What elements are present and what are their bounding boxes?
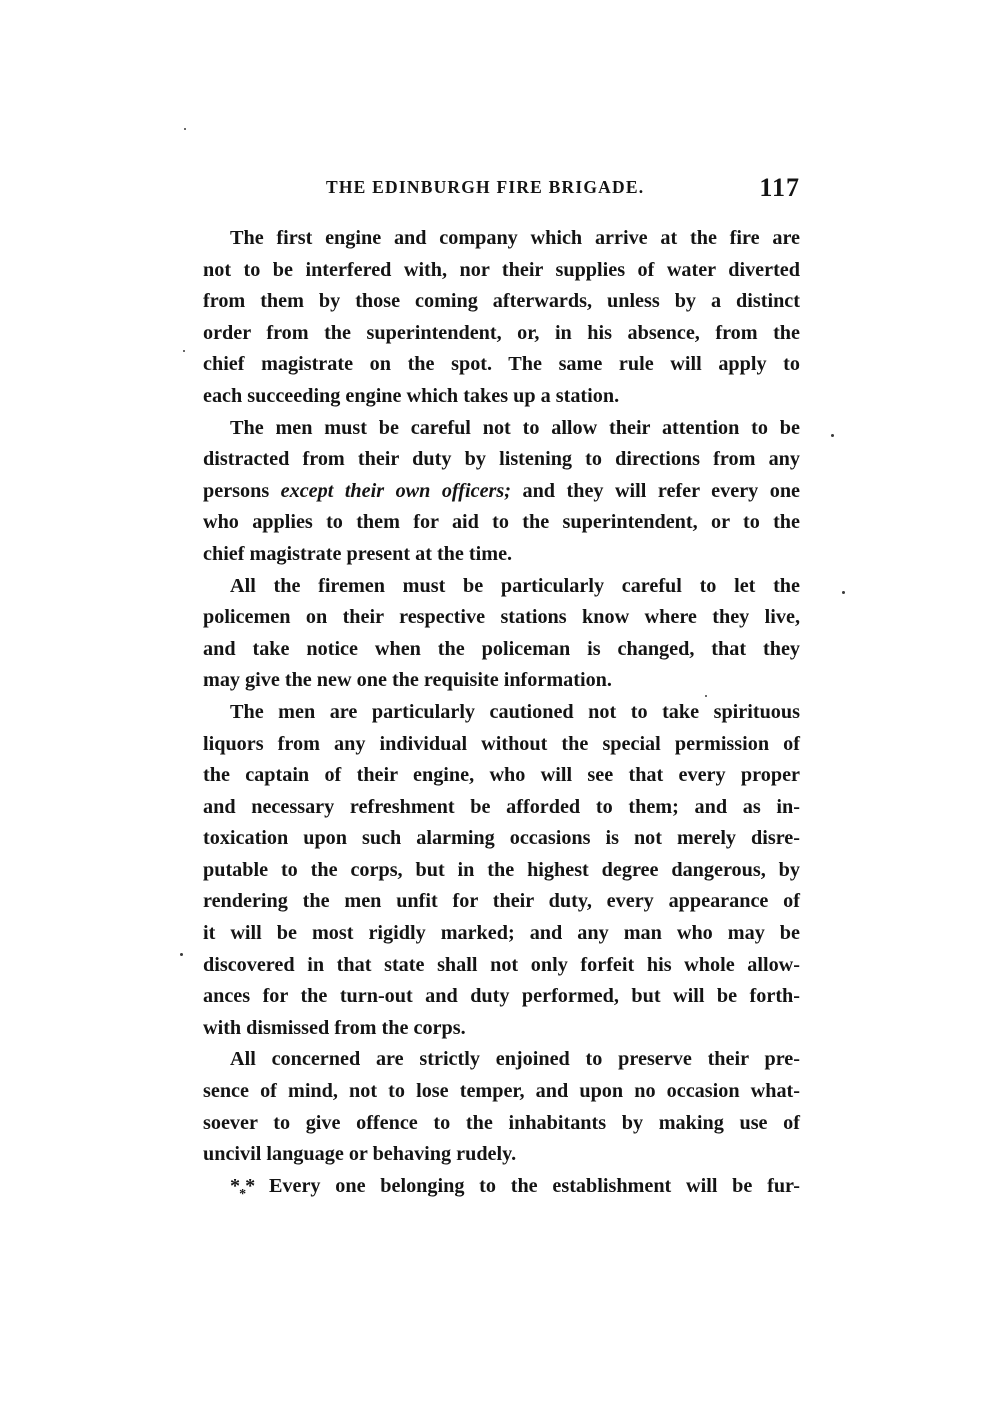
running-title: THE EDINBURGH FIRE BRIGADE. [326, 177, 645, 197]
text-line: policemen on their respective stations know where they live, [203, 606, 800, 629]
text-line: chief magistrate present at the time. [203, 542, 513, 565]
text-line: ances for the turn-out and duty performed, but will be forth- [203, 985, 800, 1008]
text-line: the captain of their engine, who will see that every proper [203, 764, 800, 787]
text-segment: Every one belonging to the establishment will be fur- [268, 1174, 800, 1197]
text-segment: persons [203, 479, 270, 502]
asterism-star: * [239, 1186, 246, 1202]
text-line: The first engine and company which arrive at the fire are [230, 227, 800, 249]
scan-speck [184, 128, 186, 130]
text-line: The men are particularly cautioned not to take spirituous [230, 700, 800, 723]
paragraph-presence-of-mind [203, 1044, 800, 1170]
text-line: and take notice when the policeman is changed, that they [203, 637, 800, 660]
text-line: who applies to them for aid to the superintendent, or to the [203, 511, 800, 534]
text-line: soever to give offence to the inhabitants by making use of [203, 1111, 800, 1134]
text-line [203, 1171, 800, 1203]
text-line: putable to the corps, but in the highest degree dangerous, by [203, 858, 800, 881]
page-number: 117 [759, 173, 800, 202]
paragraph-note [203, 1171, 800, 1203]
text-line: discovered in that state shall not only forfeit his whole allow- [203, 953, 800, 976]
text-line: and necessary refreshment be afforded to them; and as in- [203, 795, 800, 818]
paragraph-firemen-policemen [203, 571, 800, 697]
text-line: from them by those coming afterwards, unless by a distinct [203, 290, 800, 313]
text-line: rendering the men unfit for their duty, every appearance of [203, 890, 800, 913]
text-line: each succeeding engine which takes up a station. [203, 384, 620, 407]
text-line: sence of mind, not to lose temper, and upon no occasion what- [203, 1080, 800, 1103]
text-line: All the firemen must be particularly careful to let the [230, 574, 800, 597]
text-line: distracted from their duty by listening to directions from any [203, 448, 800, 471]
page-header [326, 173, 800, 203]
text-line: liquors from any individual without the special permission of [203, 732, 800, 755]
paragraph-men-careful [203, 413, 800, 571]
text-line: with dismissed from the corps. [203, 1016, 466, 1039]
asterism-mark [230, 1171, 254, 1205]
text-line: order from the superintendent, or, in his absence, from the [203, 321, 800, 344]
paragraph-first-engine [203, 223, 800, 413]
scan-speck [831, 434, 834, 437]
scan-speck [183, 350, 185, 352]
text-line: it will be most rigidly marked; and any man who may be [203, 922, 800, 945]
asterism-star: * [245, 1174, 255, 1197]
paragraph-spirituous-liquors [203, 697, 800, 1045]
text-segment: and they will refer every one [522, 479, 801, 502]
scan-speck [842, 591, 845, 594]
italic-phrase: except their own officers; [280, 479, 511, 502]
text-line: not to be interfered with, nor their supplies of water diverted [203, 258, 800, 281]
body-text [203, 223, 800, 1202]
text-line: toxication upon such alarming occasions is not merely disre- [203, 827, 800, 850]
scan-speck [705, 695, 707, 697]
text-line: may give the new one the requisite information. [203, 669, 612, 692]
asterism-star: * [230, 1174, 240, 1197]
text-line: chief magistrate on the spot. The same rule will apply to [203, 353, 800, 376]
text-line: uncivil language or behaving rudely. [203, 1143, 517, 1166]
text-line: All concerned are strictly enjoined to preserve their pre- [230, 1048, 800, 1071]
text-line: The men must be careful not to allow their attention to be [230, 416, 800, 439]
text-line [203, 476, 800, 508]
scan-speck [180, 953, 183, 956]
